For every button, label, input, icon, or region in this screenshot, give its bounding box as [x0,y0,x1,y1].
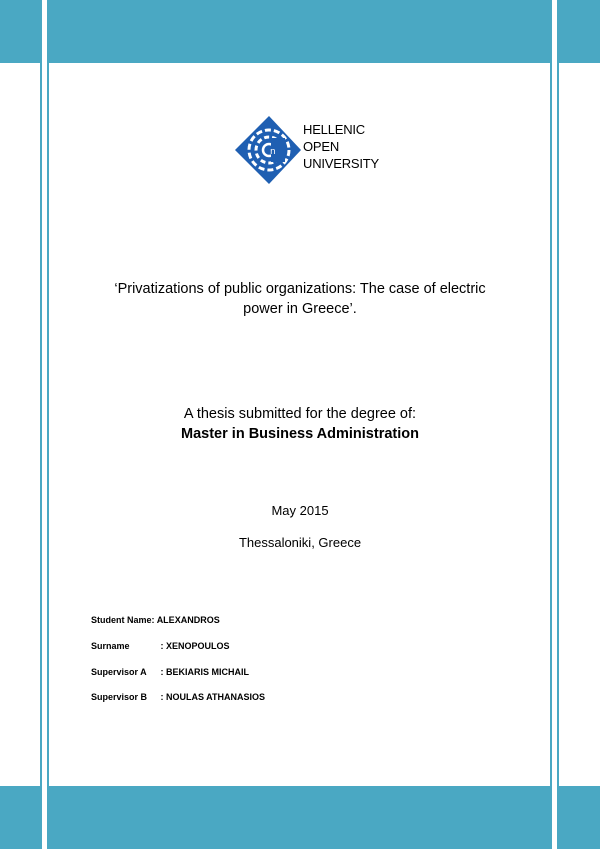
logo-line-2: OPEN [303,139,340,154]
thesis-title-line-2: power in Greece’. [243,301,357,317]
degree-name: Master in Business Administration [181,426,419,442]
supervisor-a-value: : BEKIARIS MICHAIL [160,667,250,677]
logo-line-1: HELLENIC [303,122,365,137]
supervisor-a-label: Supervisor A [91,667,147,677]
student-name-label: Student Name: [91,615,155,625]
surname-label: Surname [91,641,130,651]
thesis-title-line-1: ‘Privatizations of public organizations: The case of electric [114,281,486,297]
degree-intro: A thesis submitted for the degree of: [183,406,417,422]
hou-emblem-icon [233,112,301,192]
surname-row [91,641,230,651]
supervisor-a-row [91,667,249,677]
svg-text:n: n [270,147,276,157]
logo-line-3: UNIVERSITY [303,156,380,171]
frame-gap [552,0,557,63]
frame-gap [42,0,47,63]
frame-gap [42,786,47,849]
supervisor-b-value: : NOULAS ATHANASIOS [160,692,266,702]
submission-date: May 2015 [271,503,329,518]
bottom-banner [0,786,600,849]
frame-gap [552,786,557,849]
submission-place: Thessaloniki, Greece [238,535,362,550]
university-logo [233,112,380,192]
surname-value: : XENOPOULOS [160,641,230,651]
student-name-row [91,615,220,625]
top-banner [0,0,600,63]
supervisor-b-row [91,692,265,702]
student-name-value: ALEXANDROS [156,615,220,625]
supervisor-b-label: Supervisor B [91,692,148,702]
thesis-title [0,279,600,319]
university-name [303,121,379,172]
